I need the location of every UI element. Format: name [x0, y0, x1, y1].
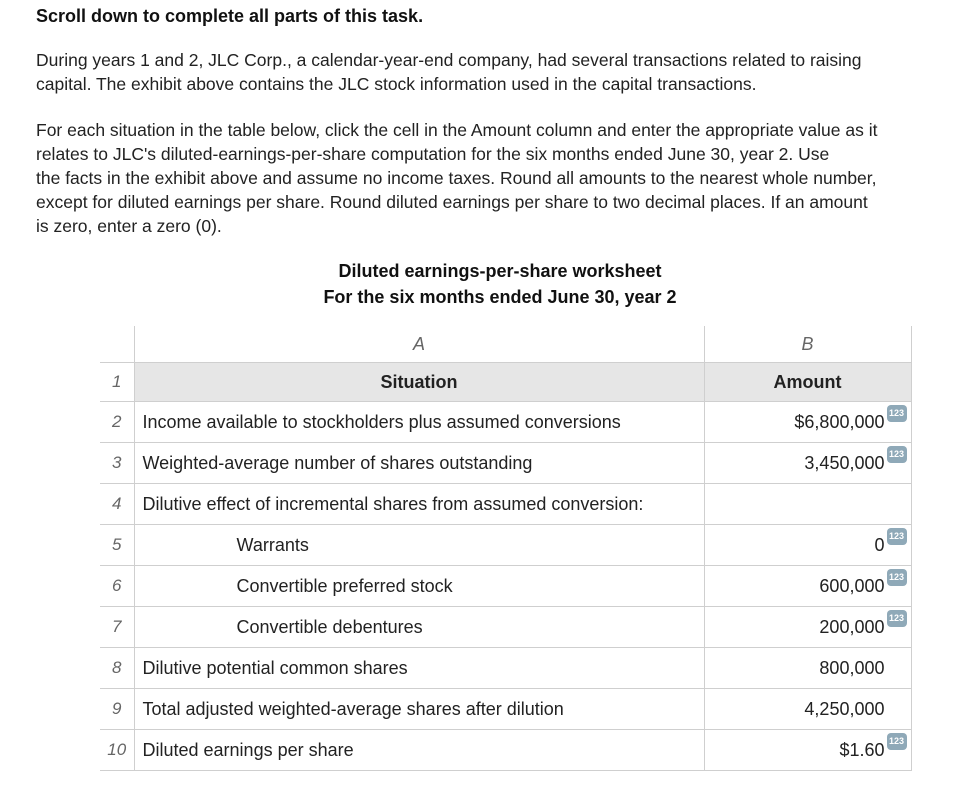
amount-cell: 4,250,000 — [704, 689, 911, 730]
directions-paragraph: For each situation in the table below, click the cell in the Amount column and enter the appropriate value as it relates to JLC's diluted-earnings-per-share computation for the six months ended June 30, year 2. Use the facts in the exhibit above and assume no income taxes. Round all amounts to the nearest whole number, except for diluted earnings per share. Round diluted earnings per share to two decimal places. If an amount is zero, enter a zero (0). — [36, 120, 878, 236]
row-number: 4 — [100, 484, 134, 525]
amount-value: 200,000 — [819, 616, 885, 637]
situation-cell: Diluted earnings per share — [134, 730, 704, 771]
table-row — [100, 525, 911, 566]
numeric-entry-badge-icon: 123 — [887, 528, 907, 545]
amount-value: $6,800,000 — [794, 411, 885, 432]
row-number: 2 — [100, 402, 134, 443]
situation-cell: Convertible preferred stock — [134, 566, 704, 607]
table-row — [100, 402, 911, 443]
amount-input-cell[interactable] — [704, 402, 911, 443]
numeric-entry-badge-icon: 123 — [887, 733, 907, 750]
amount-input-cell[interactable] — [704, 525, 911, 566]
situation-cell: Income available to stockholders plus assumed conversions — [134, 402, 704, 443]
table-row — [100, 730, 911, 771]
situation-cell: Total adjusted weighted-average shares after dilution — [134, 689, 704, 730]
row-number: 10 — [100, 730, 134, 771]
table-row — [100, 607, 911, 648]
column-letter-row — [100, 326, 911, 363]
numeric-entry-badge-icon: 123 — [887, 610, 907, 627]
intro-paragraph: During years 1 and 2, JLC Corp., a calendar-year-end company, had several transactions related to raising capital. The exhibit above contains the JLC stock information used in the capital transactions. — [36, 50, 862, 94]
row-number: 7 — [100, 607, 134, 648]
table-row — [100, 689, 911, 730]
amount-input-cell[interactable] — [704, 607, 911, 648]
row-number: 1 — [100, 363, 134, 402]
situation-cell: Warrants — [134, 525, 704, 566]
amount-input-cell[interactable] — [704, 566, 911, 607]
situation-cell: Weighted-average number of shares outstanding — [134, 443, 704, 484]
situation-cell: Convertible debentures — [134, 607, 704, 648]
table-row — [100, 648, 911, 689]
row-number: 8 — [100, 648, 134, 689]
amount-value: $1.60 — [839, 739, 885, 760]
amount-cell: 800,000 — [704, 648, 911, 689]
table-row — [100, 443, 911, 484]
numeric-entry-badge-icon: 123 — [887, 569, 907, 586]
worksheet-subtitle: For the six months ended June 30, year 2 — [323, 287, 677, 307]
numeric-entry-badge-icon: 123 — [887, 446, 907, 463]
worksheet-table — [100, 326, 912, 771]
row-number: 5 — [100, 525, 134, 566]
amount-input-cell[interactable] — [704, 730, 911, 771]
worksheet-title: Diluted earnings-per-share worksheet — [338, 261, 662, 281]
table-row — [100, 566, 911, 607]
amount-value: 600,000 — [819, 575, 885, 596]
row-number: 6 — [100, 566, 134, 607]
column-letter-b: B — [704, 326, 911, 363]
situation-cell: Dilutive potential common shares — [134, 648, 704, 689]
instruction-title: Scroll down to complete all parts of this task. — [36, 6, 424, 26]
amount-header: Amount — [704, 363, 911, 402]
situation-header: Situation — [134, 363, 704, 402]
amount-value: 3,450,000 — [804, 452, 885, 473]
amount-cell — [704, 484, 911, 525]
amount-value: 0 — [874, 534, 885, 555]
numeric-entry-badge-icon: 123 — [887, 405, 907, 422]
amount-input-cell[interactable] — [704, 443, 911, 484]
row-number: 9 — [100, 689, 134, 730]
row-number: 3 — [100, 443, 134, 484]
situation-cell: Dilutive effect of incremental shares from assumed conversion: — [134, 484, 704, 525]
table-row — [100, 484, 911, 525]
column-header-row — [100, 363, 911, 402]
column-letter-a: A — [134, 326, 704, 363]
